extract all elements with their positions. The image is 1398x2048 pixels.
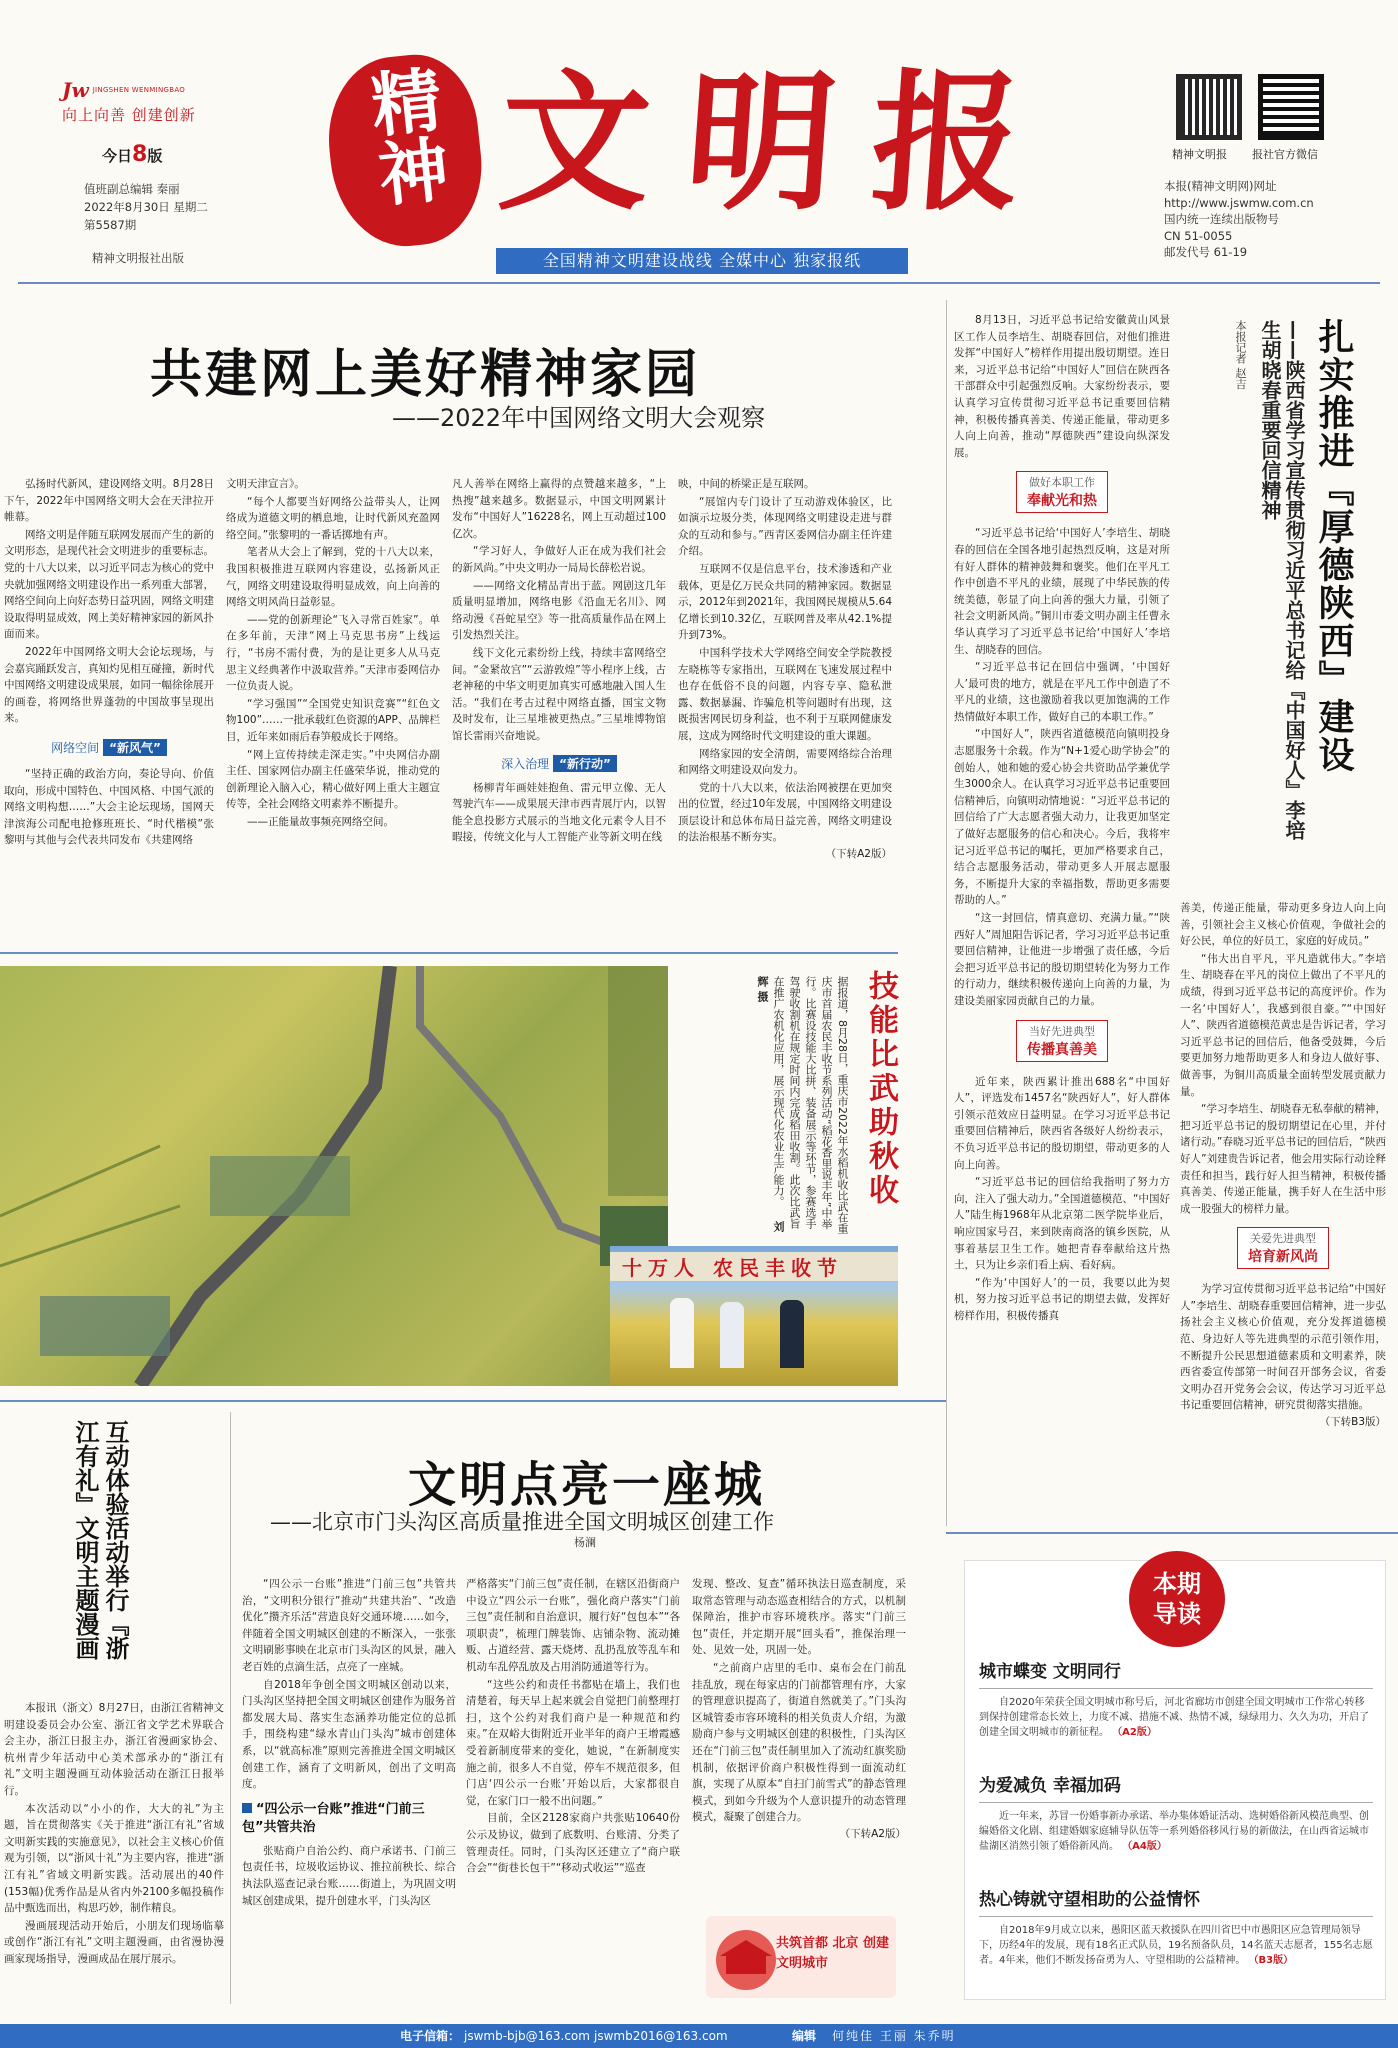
footer-email-1[interactable]: jswmb-bjb@163.com [464,2029,590,2043]
photo-inset-banner: 十万人 农民丰收节 [610,1252,898,1281]
guide-badge: 本期 导读 [1129,1551,1225,1647]
left-vert-body: 本报讯（浙文）8月27日，由浙江省精神文明建设委员会办公室、浙江省文学艺术界联合会主办，浙江日报主办，浙江省漫画家协会、杭州青少年活动中心美术部承办的“浙江有礼”文明主题漫画互动体验活动在浙江日报举行。 本次活动以“小小的作，大大的礼”为主题，旨在贯彻落实《关于推进“浙江有礼”省域文明新实践的实施意见》，以社会主义核心价值观为引领，以“浙风十礼”为主要内容，推进“浙江有礼”省域文明新实践。活动展出的40件(153幅)优秀作品是从省内外2100多幅投稿作品中甄选而出，构思巧妙，制作精良。 漫画展现活动开始后，小朋友们现场临摹或创作“浙江有礼”文明主题漫画，由省漫协漫画家现场指导，漫画成品在展厅展示。 [4,1702,224,1965]
subhead-box-2: 当好先进典型 传播真善美 [954,1020,1170,1062]
person-figure [670,1298,694,1368]
issue-info: 值班副总编辑 秦丽 2022年8月30日 星期二 第5587期 [84,182,208,232]
photo-scene [0,966,668,1386]
photo-inset-large [610,1246,898,1386]
footer-editors: 何纯佳 王丽 朱乔明 [832,2029,956,2043]
middle-rule [0,1400,946,1402]
right-subhead: ——陕西省学习宣传贯彻习近平总书记给『中国好人』李培生胡晓春重要回信精神 [1258,320,1306,840]
left-vert-headline: 互动体验活动举行『浙江有礼』文明主题漫画 [71,1420,129,1660]
bottom-subhead: “四公示一台账”推进“门前三包”共管共治 [242,1801,425,1835]
masthead-rule [18,282,1380,284]
right-byline: 本报记者 赵吉 [1234,320,1247,390]
qr-code-2 [1258,74,1324,140]
footer-email-2[interactable]: jswmb2016@163.com [594,2029,728,2043]
masthead [0,0,1398,280]
lead-col-1: 弘扬时代新风，建设网络文明。8月28日下午，2022年中国网络文明大会在天津拉开帷幕。 网络文明是伴随互联网发展而产生的新的文明形态，是现代社会文明进步的重要标志。党的十八大以来，以习近平同志为核心的党中央就加强网络文明建设作出一系列重大部署，网络空间向上向好态势日益巩固，网络文明建设取得明显成效，网上美好精神家园的新风扑面而来。 2022年中国网络文明大会论坛现场，与会嘉宾踊跃发言，真知灼见相互碰撞，新时代中国网络文明建设成果展，如同一幅徐徐展开的画卷，将网络世界蓬勃的中国故事呈现出来。 网络空间 “新风气” “坚持正确的政治方向，奏论导向、价值取向，形成中国特色、中国风格、中国气派的网络文明构想……”大会主论坛现场，国网天津滨海公司配电抢修班班长、“时代楷模”张黎明与其他与会代表共同发布《共建网络 [4,478,214,847]
bottom-headline: 文明点亮一座城 [408,1457,766,1513]
logo-mark-icon: Jw [62,78,89,102]
person-figure [720,1302,744,1368]
today-pages: 今日8版 [102,142,163,167]
guide-item[interactable]: 热心铸就守望相助的公益情怀 自2018年9月成立以来，愚阳区蓝天救援队在四川省巴中市愚阳区应急管理局领导下，历经4年的发展，现有18名正式队员，19名预备队员，14名蓝天志愿者，155名志愿者。4年来，他们不断发扬奋勇为人、守望相助的公益精神。 （B3版） [979,1885,1373,1968]
subhead-bullet-icon [242,1803,252,1813]
guide-item[interactable]: 为爱减负 幸福加码 近一年来，苏冒一份婚事新办承诺、举办集体婚证活动、选树婚俗新风模范典型、创编婚俗文化剧、组建婚姻家庭辅导队伍等一系列婚俗移风行易的新做法，在山西省运城市盐湖区消然引领了婚俗新风尚。 （A4版） [979,1771,1373,1854]
guide-item-title: 热心铸就守望相助的公益情怀 [979,1885,1373,1917]
left-vert-divider [230,1412,231,2004]
lead-continued: （下转A2版） [825,848,892,861]
lead-subtitle: ——2022年中国网络文明大会观察 [392,404,766,432]
logo-latin: JINGSHEN WENMINGBAO [92,86,186,94]
harvest-photo [0,966,668,1386]
lead-headline: 共建网上美好精神家园 [150,345,701,405]
masthead-info: 本报(精神文明网)网址 http://www.jswmw.com.cn 国内统一连续出版物号 CN 51-0055 邮发代号 61-19 [1164,179,1314,259]
subhead-box-1: 做好本职工作 奉献光和热 [954,471,1170,513]
right-divider [946,300,947,1526]
bottom-byline: 杨澜 [574,1536,596,1549]
lead-col-4: 映，中间的桥梁正是互联网。 “展馆内专门设计了互动游戏体验区，比如演示垃圾分类，体现网络文明建设走进与群众的互动和参与。”西青区委网信办副主任许建介绍。 互联网不仅是信息平台，技术渗透和产业载体，更是亿万民众共同的精神家园。数据显示，2012年到2021年，我国网民规模从5.64亿增长到10.32亿，互联网普及率从42.1%提升到73%。 中国科学技术大学网络空间安全学院教授左晓栋等专家指出，互联网在飞速发展过程中也存在低俗不良的问题，内容专享、隐私泄露、数据暴漏、诈骗危机等问题时有出现，这既损害网民切身利益，也不利于互联网健康发展，这成为网络时代文明建设的重大课题。 网络家园的安全清朗，需要网络综合治理和网络文明建设双向发力。 党的十八大以来，依法治网被摆在更加突出的位置，经过10年发展，中国网络文明建设顶层设计和总体布局日益完善，网络文明建设的法治根基不断夯实。 （下转A2版） [678,478,892,861]
title-main: 文明报 [493,55,1065,231]
right-bottom-rule [946,1532,1398,1534]
lead-col-3: 凡人善举在网络上赢得的点赞越来越多，“上热搜”越来越多。数据显示，中国文明网累计发布“中国好人”16228名，网上互动超过100亿次。 “学习好人，争做好人正在成为我们社会的新风尚。”中央文明办一局局长薛松岩说。 ——网络文化精品青出于蓝。网剧这几年质量明显增加，网络电影《沿血无名川》、网络动漫《吾蛇星空》等一批高质量作品在网上引发热烈关注。 线下文化元素纷纷上线，持续丰富网络空间。“金紧故宫”“云游敦煌”等小程序上线，古老神秘的中华文明更加真实可感地融入国人生活。“我们在考古过程中网络直播，国宝文物及时发布，让三星堆被更热点。”三星堆博物馆馆长雷雨兴奋地说。 深入治理 “新行动” 杨柳青年画娃娃抱鱼、雷元甲立像、无人驾驶汽车——成果展天津市西青展厅内，以智能全息投影方式展示的当地文化元素令人目不暇接，传统文化与人工智能产业等新文明在线 [452,478,666,844]
footer-bar [0,2024,1398,2048]
slogan: 向上向善 创建创新 [62,106,196,124]
guide-item-title: 为爱减负 幸福加码 [979,1771,1373,1803]
subhead-new-style: 网络空间 “新风气” [4,739,214,756]
qr1-label: 精神文明报 [1172,148,1227,161]
bottom-subtitle: ——北京市门头沟区高质量推进全国文明城区创建工作 [270,1510,774,1534]
guide-box [964,1560,1386,2000]
lead-bottom-rule [0,952,898,954]
footer-email-label: 电子信箱： [400,2029,461,2043]
banner: 全国精神文明建设战线 全媒中心 独家报纸 [496,248,908,274]
lead-col-2: 文明天津宣言》。 “每个人都要当好网络公益带头人，让网络成为道德文明的栖息地，让时代新风充盈网络空间。”张黎明的一番话掷地有声。 笔者从大会上了解到，党的十八大以来，我国积极推进互联网内容建设，弘扬新风正气，网络文明建设取得明显成效，向上向善的网络文明风尚日益彰显。 ——党的创新理论“飞入寻常百姓家”。单在多年前，天津“网上马克思书房”上线运行，“书房不需付费，为的是让更多人从马克思主义经典著作中汲取营养。”天津市委网信办一位负责人说。 “学习强国”“全国党史知识竞赛”“红色文物100”……一批承载红色资源的APP、品牌栏目，近年来如雨后春笋般成长于网络。 “网上宣传持续走深走实。”中央网信办副主任、国家网信办副主任盛荣华说，推动党的创新理论入脑入心，精心做好网上重大主题宣传等，全社会网络文明素养不断提升。 ——正能量故事频亮网络空间。 [226,478,440,828]
right-col-1: 8月13日，习近平总书记给安徽黄山风景区工作人员李培生、胡晓春回信，对他们推进发挥“中国好人”榜样作用提出殷切期望。连日来，习近平总书记给“中国好人”回信在陕西各干部群众中引起强烈反响。大家纷纷表示，要认真学习宣传贯彻习近平总书记重要回信精神，积极传播真善美、传递正能量，带动更多人向上向善，推动“厚德陕西”建设向纵深发展。 做好本职工作 奉献光和热 “习近平总书记给‘中国好人’李培生、胡晓春的回信在全国各地引起热烈反响，这是对所有好人群体的精神鼓舞和褒奖。他们在平凡工作中创造不平凡的业绩，展现了中华民族的传统美德，彰显了向上向善的强大力量，引领了社会文明新风尚。”铜川市委文明办副主任曹永华认真学习了习近平总书记给‘中国好人’李培生、胡晓春的回信。 “习近平总书记在回信中强调，‘中国好人’最可贵的地方，就是在平凡工作中创造了不平凡的业绩，这也激励着我以更加饱满的工作热情做好本职工作，做好自己的本职工作。” “中国好人”，陕西省道德模范向镇明投身志愿服务十余载。作为“N+1爱心助学协会”的创始人，她和她的爱心协会共资助品学兼优学生3000余人。在认真学习习近平总书记重要回信精神后，向镇明动情地说：“习近平总书记的回信给了广大志愿者强大动力，让我更加坚定了做好志愿服务的信心和决心。今后，我将牢记习近平总书记的嘱托，更加严格要求自己，结合志愿服务活动，带动更多人开展志愿服务，不断提升大家的幸福指数，帮助更多需要帮助的人。” “这一封回信，情真意切、充满力量。”“陕西好人”周旭阳告诉记者，学习习近平总书记重要回信精神，让他进一步增强了责任感，今后会把习近平总书记的殷切期望转化为努力工作的行动力，继续积极传递向上向善的力量，为建设美丽家园贡献自己的力量。 当好先进典型 传播真善美 近年来，陕西累计推出688名“中国好人”，评选发布1457名“陕西好人”，好人群体引领示范效应日益明显。在学习习近平总书记重要回信精神后，陕西省各级好人纷纷表示，不负习近平总书记的殷切期望，带动更多的人向上向善。 “习近平总书记的回信给我指明了努力方向，注入了强大动力。”全国道德模范、“中国好人”陆生梅1968年从北京第二医学院毕业后，响应国家号召，来到陕南商洛的镇乡医院，从事着基层卫生工作。她把青春奉献给这片热土，只为让乡亲们看上病、看好病。 “作为‘中国好人’的一员，我要以此为契机，努力按习近平总书记的期望去做，发挥好榜样作用，积极传播真 [954,314,1170,1322]
bottom-col-1: “四公示一台账”推进“门前三包”共管共治，“文明积分银行”推动“共建共治”、“改造优化”攒齐乐活“营造良好交通环境……如今，伴随着全国文明城区创建的不断深入，一张张文明刷影事映在北京市门头沟区的风景，融入老百姓的点滴生活，点亮了一座城。 自2018年争创全国文明城区创动以来，门头沟区坚持把全国文明城区创建作为服务首都发展大局、落实生态涵养功能定位的总抓手，围绕构建“绿水青山门头沟”城市创建体系，以“就高标准”原则完善推进全国文明城区创建工作，涵育了文明新风，创出了文明高度。 “四公示一台账”推进“门前三包”共管共治 张贴商户自治公约、商户承诺书、门前三包责任书，垃圾收运协议、推拉前秧长、综合执法队巡查记录台账……街道上，为巩固文明城区创建成果，提升创建水平，门头沟区 [242,1578,456,1907]
subhead-new-action: 深入治理 “新行动” [452,755,666,772]
photo-headline: 技能比武助秋收 [863,970,898,1208]
guide-item-title: 城市蝶变 文明同行 [979,1657,1373,1689]
right-headline: 扎实推进『厚德陕西』建设 [1313,318,1354,774]
bottom-continued: （下转A2版） [839,1827,906,1840]
right-col-2: 善美，传递正能量，带动更多身边人向上向善，引领社会主义核心价值观，争做社会的好公民，单位的好员工，家庭的好成员。” “伟大出自平凡，平凡造就伟大。”李培生、胡晓春在平凡的岗位上做出了不平凡的成绩，得到习近平总书记的高度评价。作为一名‘中国好人’，我感到很自豪。”“中国好人”、陕西省道德模范黄忠是告诉记者，学习习近平总书记的回信后，他备受鼓舞，今后要更加努力地帮助更多人和身边人做好事、做善事，为铜川高质量全面转型发展贡献力量。 “学习李培生、胡晓春无私奉献的精神，把习近平总书记的殷切期望记在心里，并付诸行动。”春晓习近平总书记的回信后，“陕西好人”刘建贵告诉记者，他会用实际行动诠释责任和担当，践行好人担当精神，积极传播真善美、传递正能量，携手好人在生活中形成一股强大的榜样力量。 关爱先进典型 培育新风尚 为学习宣传贯彻习近平总书记给“中国好人”李培生、胡晓春重要回信精神，进一步弘扬社会主义核心价值观，充分发挥道德模范、身边好人等先进典型的示范引领作用，不断提升公民思想道德素质和文明素养，陕西省委宣传部第一时间召开部务会议，省委文明办召开党务会会议，传达学习习近平总书记重要回信精神，研究贯彻落实措施。 （下转B3版） [1180,902,1386,1429]
subhead-box-3: 关爱先进典型 培育新风尚 [1180,1227,1386,1269]
title-seal: 精神 [320,49,489,254]
publisher: 精神文明报社出版 [92,251,184,265]
civilization-emblem: 共筑首都 北京 创建文明城市 [706,1916,896,1998]
photo-credit: 刘辉 摄 [756,976,785,1232]
qr-code-1 [1176,74,1242,140]
qr2-label: 报社官方微信 [1252,148,1318,161]
right-continued: （下转B3版） [1319,1416,1386,1429]
bottom-col-2: 严格落实“门前三包”责任制，在辖区沿街商户中设立“四公示一台账”，强化商户落实“门前三包”责任制和自治意识，履行好“包包本”“各项职责”，梳理门牌装饰、店铺杂物、流动摊贩、占道经营、露天烧烤、乱扔乱放等乱车和机动车乱停乱放及占用消防通道等行为。 “这些公约和责任书都贴在墙上，我们也清楚着，每天早上起来就会自觉把门前整理打扫，这个公约对我们商户是一种规范和约束。”在双峪大街附近开业半年的商户王增霞感受着新制度带来的变化，她说，“在新制度实施之前，很多人不自觉，停车不规范很多，但门店‘四公示一台账’开始以后，大家都很自觉，在家门口一般不出问题。” 目前，全区2128家商户共张贴10640份公示及协议，做到了底数明、台账清、分类了管理责任。同时，门头沟区还建立了“商户联合会”“街巷长包干”“移动式收运”“巡查 [466,1578,680,1875]
guide-item[interactable]: 城市蝶变 文明同行 自2020年荣获全国文明城市称号后，河北省廊坊市创建全国文明城市工作常心转移到保持创建常态长效上，力度不减、措施不减、热情不减，绿绿用力、久久为功，开启了创建全国文明城市的新征程。 （A2版） [979,1657,1373,1740]
footer-editor-label: 编辑 [792,2029,817,2043]
bottom-col-3: 发现、整改、复查”循环执法日巡查制度，采取常态管理与动态巡查相结合的方式，以机制保障治，推护市容环境秩序。落实“门前三包”责任，并定期开展“回头看”，推保治理一处、见效一处，巩固一处。 “之前商户店里的毛巾、桌布会在门前乱挂乱放，现在每家店的门前都管理有序，大家的管理意识提高了，街道自然就美了。”门头沟区城管委市容环境科的相关负责人介绍，为激励商户参与文明城区创建的积极性，门头沟区还在“门前三包”责任制里加入了流动红旗奖励机制，依据评价商户积极性得到一面流动红旗，实现了从原本“自扫门前雪式”的静态管理模式，到如今升级为个人意识提升的动态管理模式，凝聚了创建合力。 （下转A2版） [692,1578,906,1840]
paper-logo [62,78,222,125]
photo-caption: 据报道，8月28日，重庆市2022年水稻机收比武在重庆市首届农民丰收节系列活动“稻花香里说丰年”中举行。比赛设技能大比拼、装备展示等环节，参赛选手驾驶收割机在规定时间内完成稻田收割。此次比武旨在推广农机化应用，展示现代化农业生产能力。 刘辉 摄 [756,976,849,1234]
person-figure [780,1300,804,1368]
